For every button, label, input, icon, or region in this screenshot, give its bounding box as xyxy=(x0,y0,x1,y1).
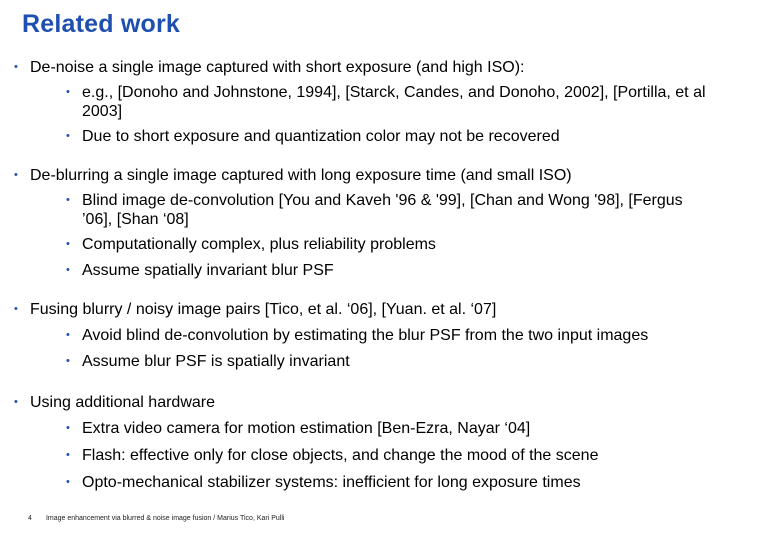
list-item xyxy=(66,419,780,438)
bullet-icon: • xyxy=(14,169,18,181)
section-heading-text: Using additional hardware xyxy=(30,394,215,411)
bullet-icon: • xyxy=(66,355,70,367)
section-heading xyxy=(14,166,780,185)
section-heading xyxy=(14,300,780,319)
bullet-icon: • xyxy=(66,194,70,206)
section-heading-text: De-blurring a single image captured with long exposure time (and small ISO) xyxy=(30,167,572,184)
list-item-line: Due to short exposure and quantization color may not be recovered xyxy=(82,128,560,145)
list-item xyxy=(66,446,780,465)
list-item-line: Computationally complex, plus reliability problems xyxy=(82,236,436,253)
list-item-line: ’06], [Shan ‘08] xyxy=(82,211,189,228)
bullet-icon: • xyxy=(66,329,70,341)
list-item xyxy=(66,352,780,371)
list-item xyxy=(66,326,780,345)
bullet-icon: • xyxy=(66,264,70,276)
bullet-icon: • xyxy=(66,476,70,488)
list-item-line: Opto-mechanical stabilizer systems: inefficient for long exposure times xyxy=(82,474,581,491)
list-item-line: Extra video camera for motion estimation [Ben-Ezra, Nayar ‘04] xyxy=(82,420,531,437)
list-item-line: Assume blur PSF is spatially invariant xyxy=(82,353,350,370)
list-item xyxy=(66,127,780,146)
footer-text: Image enhancement via blurred & noise image fusion / Marius Tico, Kari Pulli xyxy=(45,515,285,522)
list-item xyxy=(66,473,780,492)
list-item xyxy=(66,83,780,121)
list-item-line: Avoid blind de-convolution by estimating the blur PSF from the two input images xyxy=(82,327,649,344)
section-heading xyxy=(14,393,780,412)
bullet-icon: • xyxy=(66,449,70,461)
page-number: 4 xyxy=(28,515,32,522)
list-item xyxy=(66,191,780,229)
section-heading-text: De-noise a single image captured with short exposure (and high ISO): xyxy=(30,59,525,76)
list-item xyxy=(66,261,780,280)
section-heading xyxy=(14,58,780,77)
slide-footer xyxy=(28,515,284,522)
bullet-icon: • xyxy=(14,303,18,315)
list-item-line: Flash: effective only for close objects, and change the mood of the scene xyxy=(82,447,599,464)
slide-title: Related work xyxy=(22,10,181,38)
section-heading-text: Fusing blurry / noisy image pairs [Tico, et al. ‘06], [Yuan. et al. ‘07] xyxy=(30,301,497,318)
slide-body xyxy=(14,58,780,492)
list-item-line: Blind image de-convolution [You and Kaveh '96 & '99], [Chan and Wong '98], [Fergus xyxy=(82,192,683,209)
list-item-line: 2003] xyxy=(82,103,123,120)
bullet-icon: • xyxy=(66,238,70,250)
bullet-icon: • xyxy=(66,130,70,142)
list-item-line: Assume spatially invariant blur PSF xyxy=(82,262,334,279)
list-item-line: e.g., [Donoho and Johnstone, 1994], [Starck, Candes, and Donoho, 2002], [Portilla, et al xyxy=(82,84,706,101)
bullet-icon: • xyxy=(66,422,70,434)
bullet-icon: • xyxy=(14,61,18,73)
bullet-icon: • xyxy=(14,396,18,408)
list-item xyxy=(66,235,780,254)
bullet-icon: • xyxy=(66,86,70,98)
